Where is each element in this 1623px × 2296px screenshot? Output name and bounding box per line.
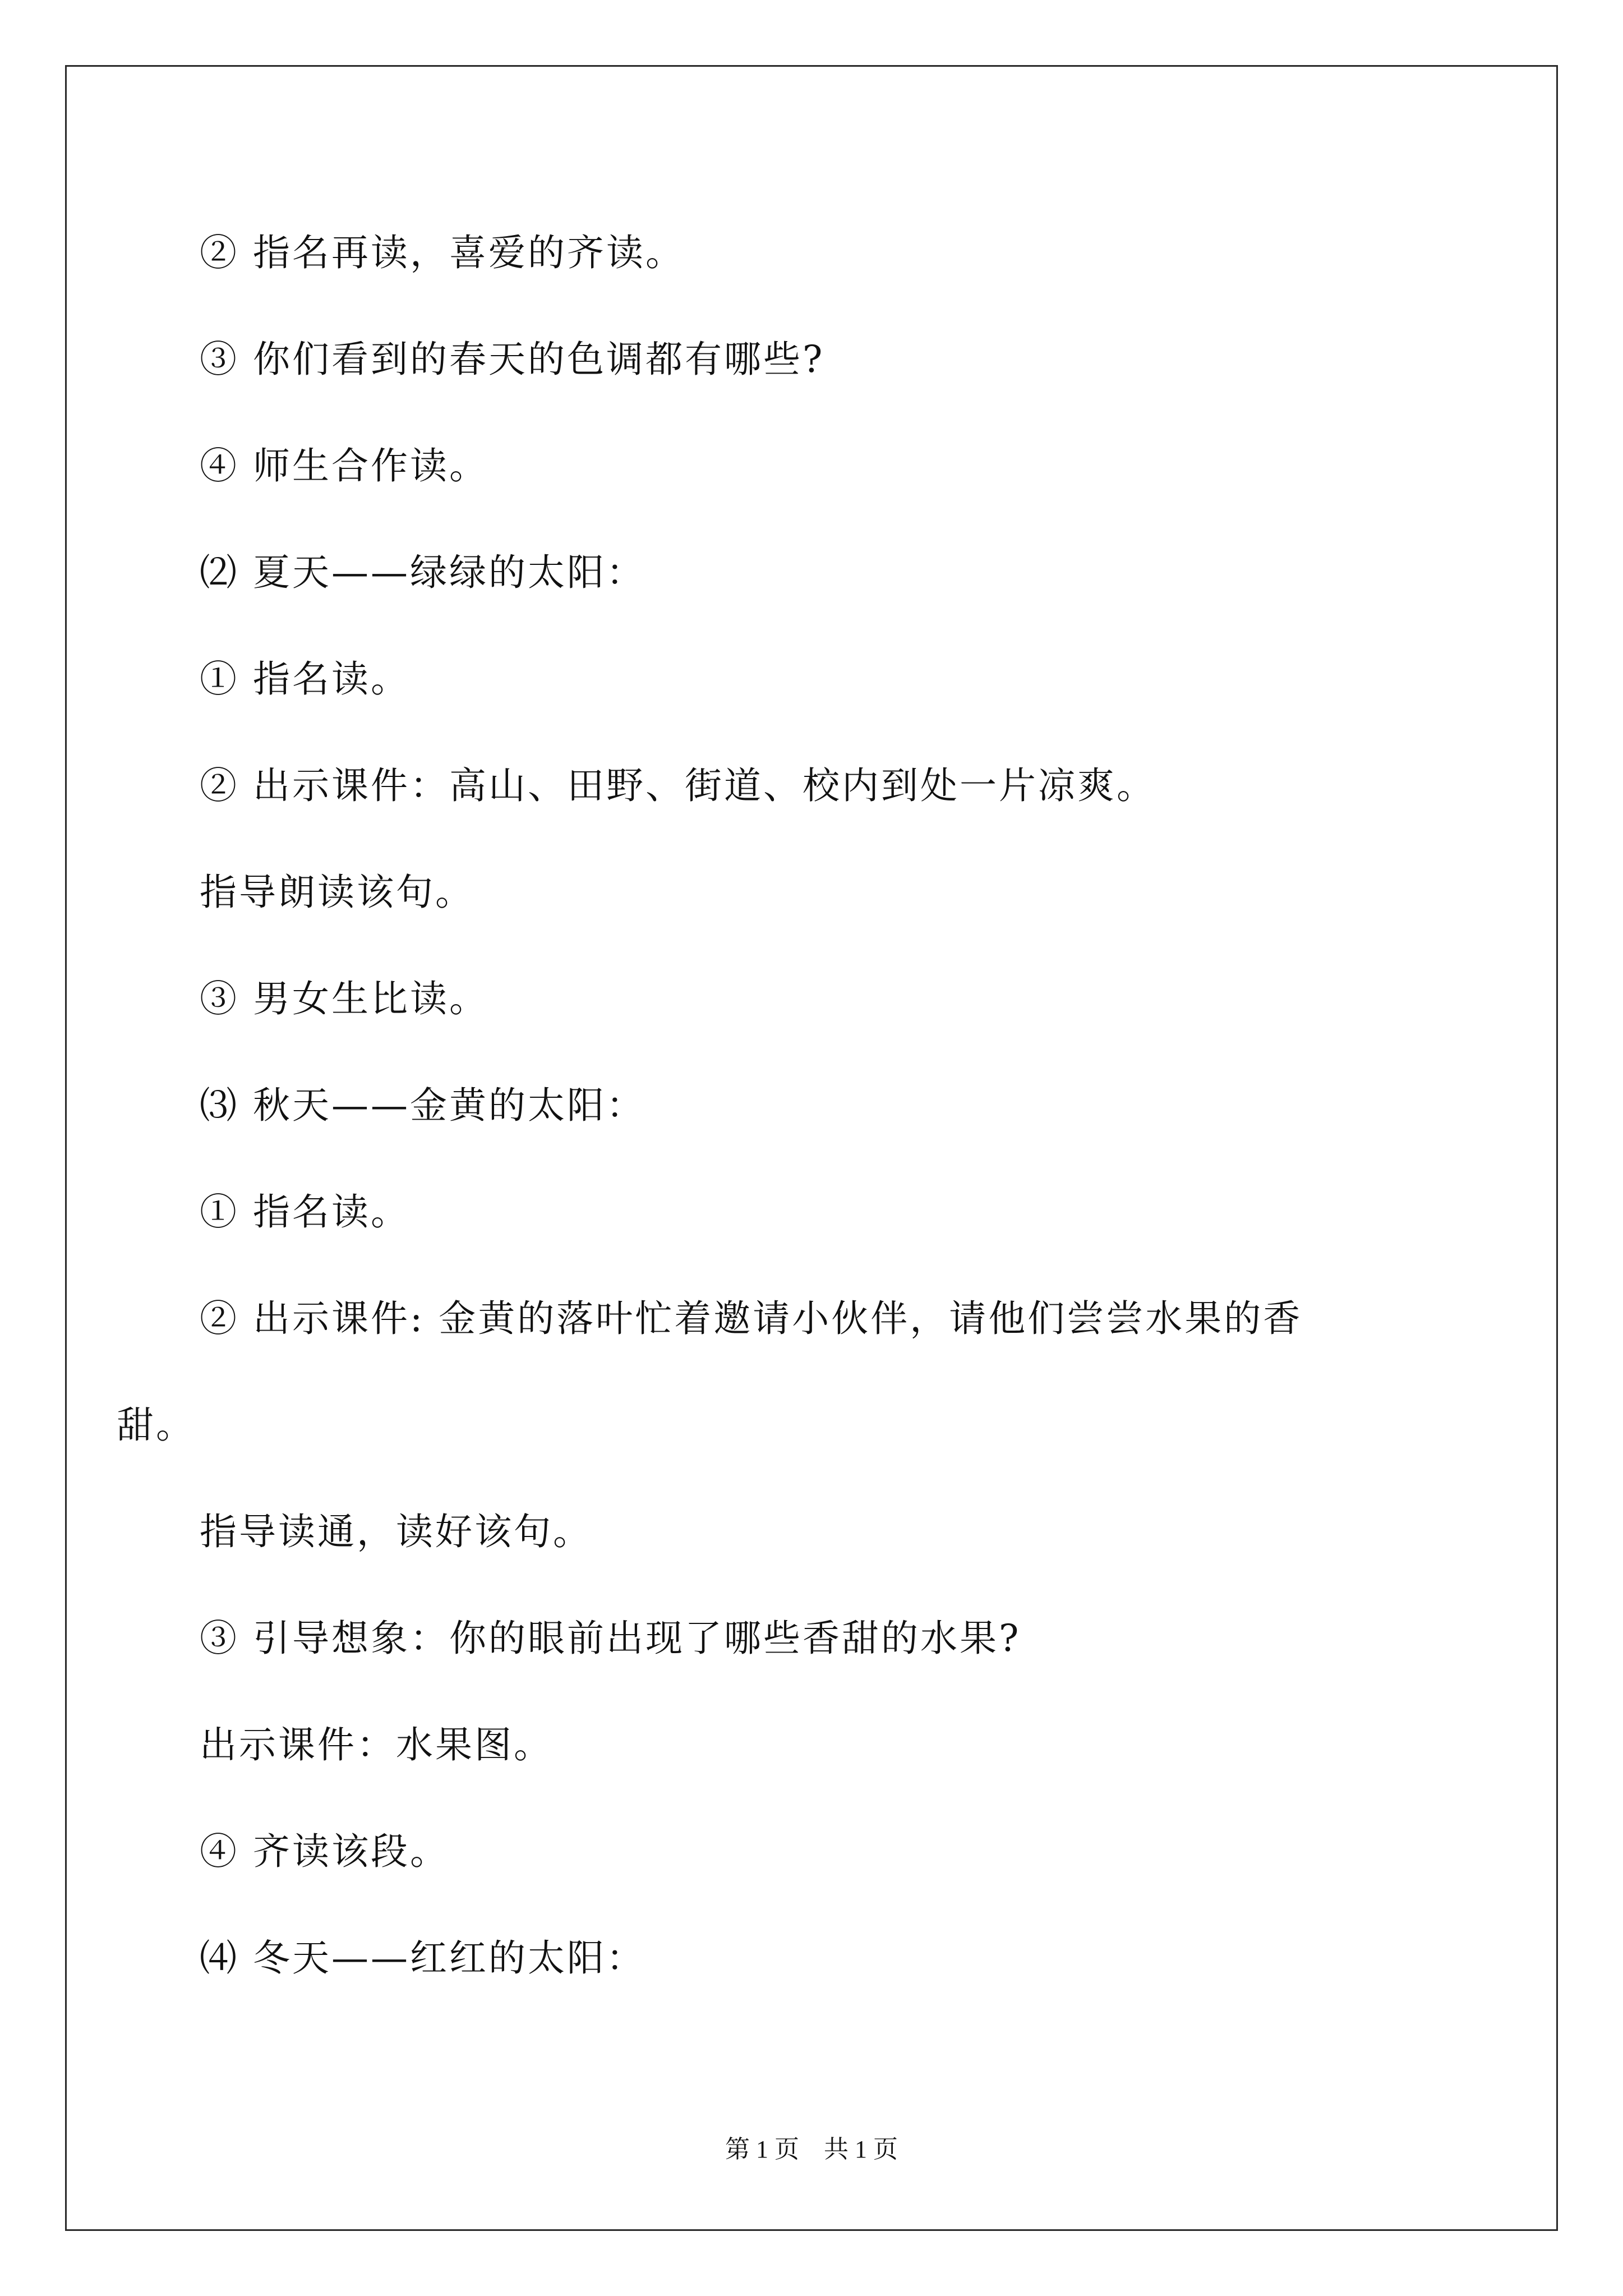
page-border	[65, 65, 1558, 2231]
text-line: ③ 你们看到的春天的色调都有哪些?	[200, 338, 825, 381]
text-line: ③ 男女生比读。	[200, 977, 488, 1020]
page-footer: 第 1 页 共 1 页	[725, 2136, 898, 2163]
text-line: ④ 师生合作读。	[200, 444, 488, 487]
text-line: ② 出示课件：高山、田野、街道、校内到处一片凉爽。	[200, 764, 1156, 807]
text-line: ② 出示课件: 金黄的落叶忙着邀请小伙伴，请他们尝尝水果的香	[200, 1297, 1303, 1340]
text-line: ⑶ 秋天——金黄的太阳：	[200, 1084, 645, 1127]
text-line: ⑵ 夏天——绿绿的太阳：	[200, 551, 645, 594]
text-line: ① 指名读。	[200, 1190, 410, 1234]
text-line: 出示课件：水果图。	[200, 1723, 553, 1766]
text-line: ③ 引导想象：你的眼前出现了哪些香甜的水果?	[200, 1617, 1021, 1660]
text-line: ① 指名读。	[200, 657, 410, 701]
text-line: 指导朗读该句。	[200, 871, 474, 914]
text-line: ② 指名再读，喜爱的齐读。	[200, 231, 685, 274]
text-line: 指导读通，读好该句。	[200, 1510, 592, 1553]
text-line: ⑷ 冬天——红红的太阳：	[200, 1936, 645, 1980]
text-line-continuation: 甜。	[117, 1404, 195, 1447]
text-line: ④ 齐读该段。	[200, 1830, 449, 1873]
